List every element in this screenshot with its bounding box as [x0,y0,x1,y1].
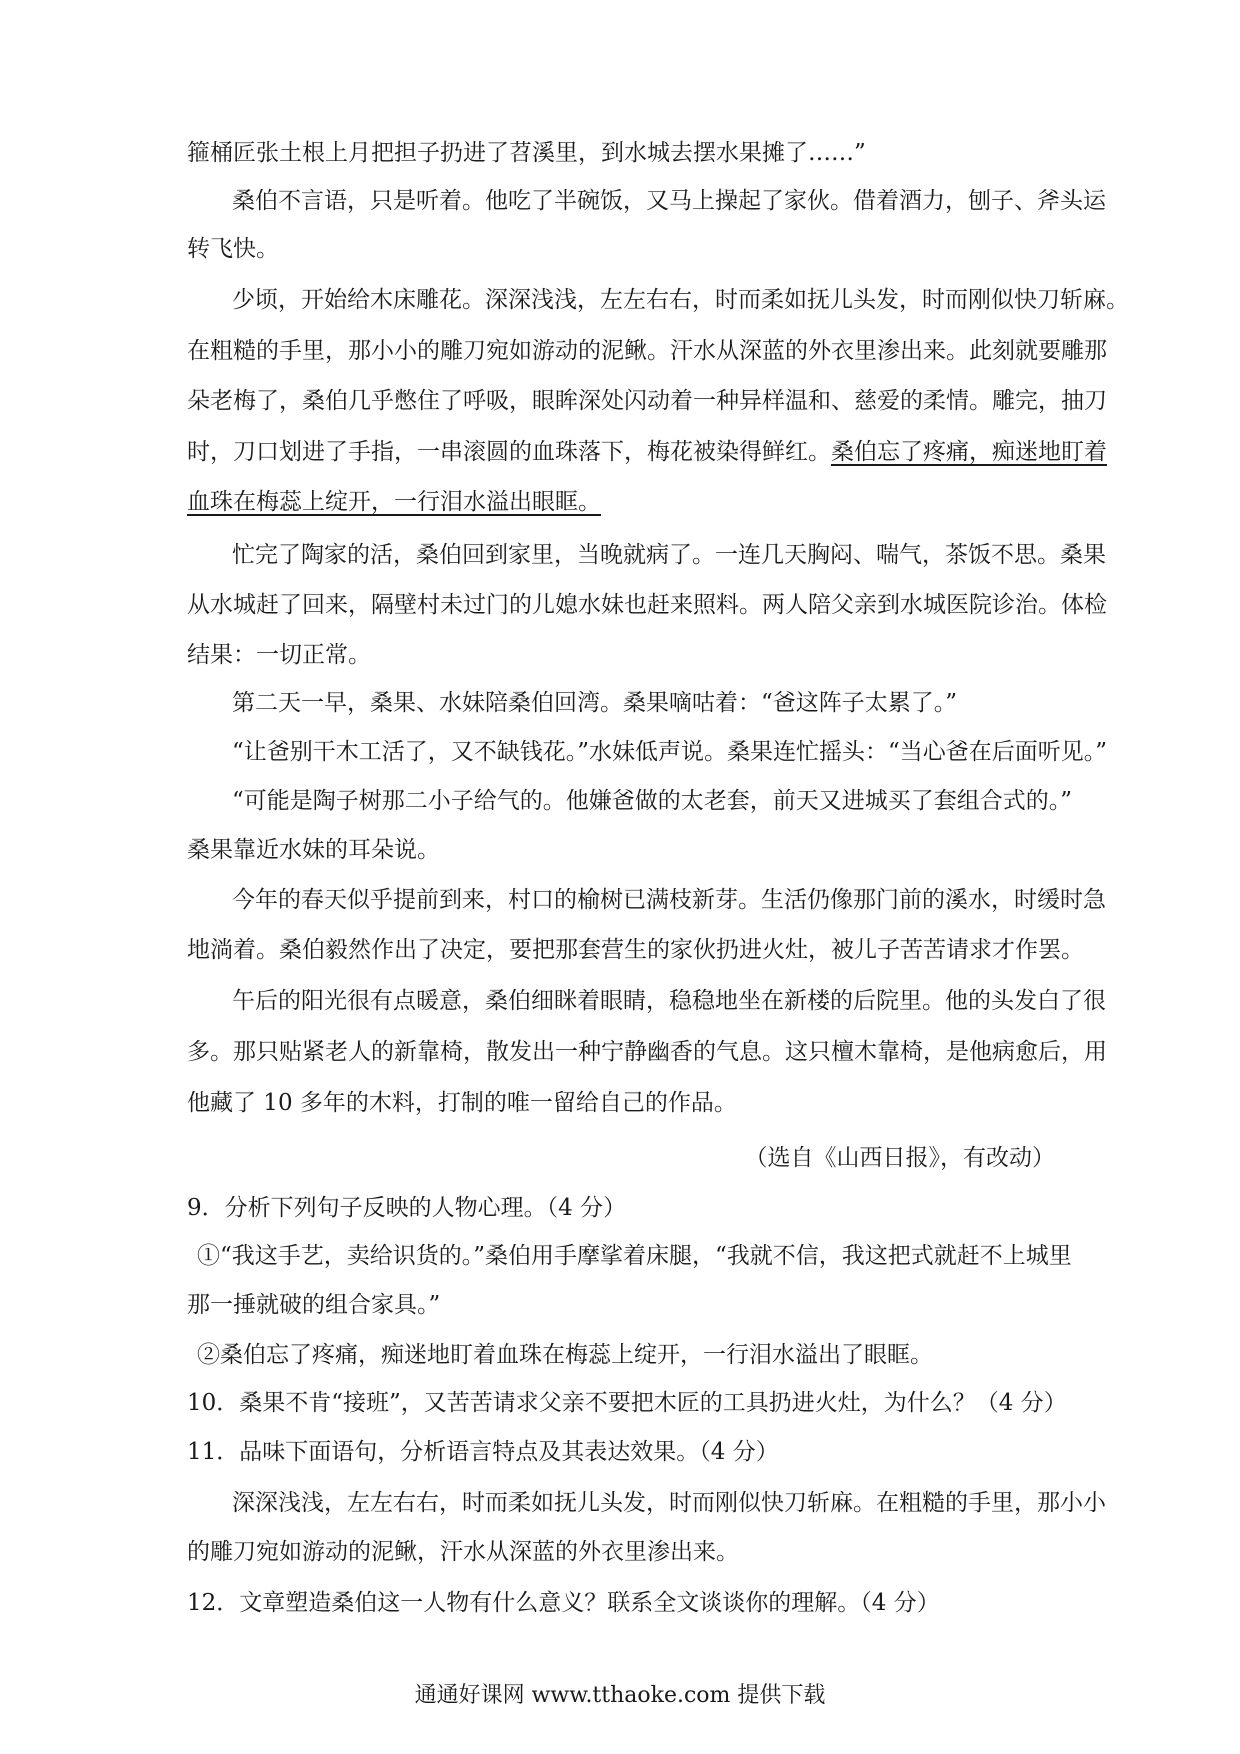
paragraph-line: 朵老梅了，桑伯几乎憋住了呼吸，眼眸深处闪动着一种异样温和、慈爱的柔情。雕完，抽刀 [187,388,1107,414]
paragraph-line: 他藏了 10 多年的木料，打制的唯一留给自己的作品。 [187,1090,737,1116]
question-11-quote-cont: 的雕刀宛如游动的泥鳅，汗水从深蓝的外衣里渗出来。 [187,1539,739,1565]
paragraph-line: 第二天一早，桑果、水妹陪桑伯回湾。桑果嘀咕着：“爸这阵子太累了。” [232,690,958,716]
paragraph-line: 从水城赶了回来，隔壁村未过门的儿媳水妹也赶来照料。两人陪父亲到水城医院诊治。体检 [187,592,1107,618]
paragraph-line: 箍桶匠张土根上月把担子扔进了苕溪里，到水城去摆水果摊了……” [187,140,866,166]
question-12: 12．文章塑造桑伯这一人物有什么意义？联系全文谈谈你的理解。（4 分） [187,1590,940,1616]
page-footer: 通通好课网 www.tthaoke.com 提供下载 [414,1683,826,1708]
paragraph-line: “让爸别干木工活了，又不缺钱花。”水妹低声说。桑果连忙摇头：“当心爸在后面听见。” [232,739,1108,765]
question-9: 9．分析下列句子反映的人物心理。（4 分） [187,1195,627,1221]
paragraph-line [187,437,1107,467]
paragraph-line: 忙完了陶家的活，桑伯回到家里，当晚就病了。一连几天胸闷、喘气，茶饭不思。桑果 [232,542,1106,568]
paragraph-line: 结果：一切正常。 [187,642,371,668]
paragraph-line: 桑伯不言语，只是听着。他吃了半碗饭，又马上操起了家伙。借着酒力，刨子、斧头运 [232,188,1106,214]
source-note: （选自《山西日报》，有改动） [744,1145,1055,1171]
question-9-item-1-cont: 那一捶就破的组合家具。” [187,1292,441,1318]
paragraph-line: 地淌着。桑伯毅然作出了决定，要把那套营生的家伙扔进火灶，被儿子苦苦请求才作罢。 [187,937,1084,963]
underlined-sentence: 桑伯忘了疼痛，痴迷地盯着 [831,439,1107,465]
question-9-item-2: ②桑伯忘了疼痛，痴迷地盯着血珠在梅蕊上绽开，一行泪水溢出了眼眶。 [197,1342,933,1368]
question-11-quote: 深深浅浅，左左右右，时而柔如抚儿头发，时而刚似快刀斩麻。在粗糙的手里，那小小 [232,1490,1106,1516]
paragraph-line: “可能是陶子树那二小子给气的。他嫌爸做的太老套，前天又进城买了套组合式的。” [232,788,1073,814]
paragraph-line: 少顷，开始给木床雕花。深深浅浅，左左右右，时而柔如抚儿头发，时而刚似快刀斩麻。 [232,287,1129,313]
underlined-sentence: 血珠在梅蕊上绽开，一行泪水溢出眼眶。 [187,489,601,515]
question-11: 11．品味下面语句，分析语言特点及其表达效果。（4 分） [187,1439,779,1465]
paragraph-line: 午后的阳光很有点暖意，桑伯细眯着眼睛，稳稳地坐在新楼的后院里。他的头发白了很 [232,988,1106,1014]
question-10: 10．桑果不肯“接班”，又苦苦请求父亲不要把木匠的工具扔进火灶，为什么？（4 分） [187,1390,1067,1416]
paragraph-line: 桑果靠近水妹的耳朵说。 [187,837,440,863]
plain-text: 时，刀口划进了手指，一串滚圆的血珠落下，梅花被染得鲜红。 [187,439,831,465]
paragraph-line [187,487,601,517]
paragraph-line: 多。那只贴紧老人的新靠椅，散发出一种宁静幽香的气息。这只檀木靠椅，是他病愈后，用 [187,1039,1107,1065]
paragraph-line: 转飞快。 [187,236,279,262]
paragraph-line: 今年的春天似乎提前到来，村口的榆树已满枝新芽。生活仍像那门前的溪水，时缓时急 [232,887,1106,913]
paragraph-line: 在粗糙的手里，那小小的雕刀宛如游动的泥鳅。汗水从深蓝的外衣里渗出来。此刻就要雕那 [187,338,1107,364]
question-9-item-1: ①“我这手艺，卖给识货的。”桑伯用手摩挲着床腿，“我就不信，我这把式就赶不上城里 [197,1243,1072,1269]
